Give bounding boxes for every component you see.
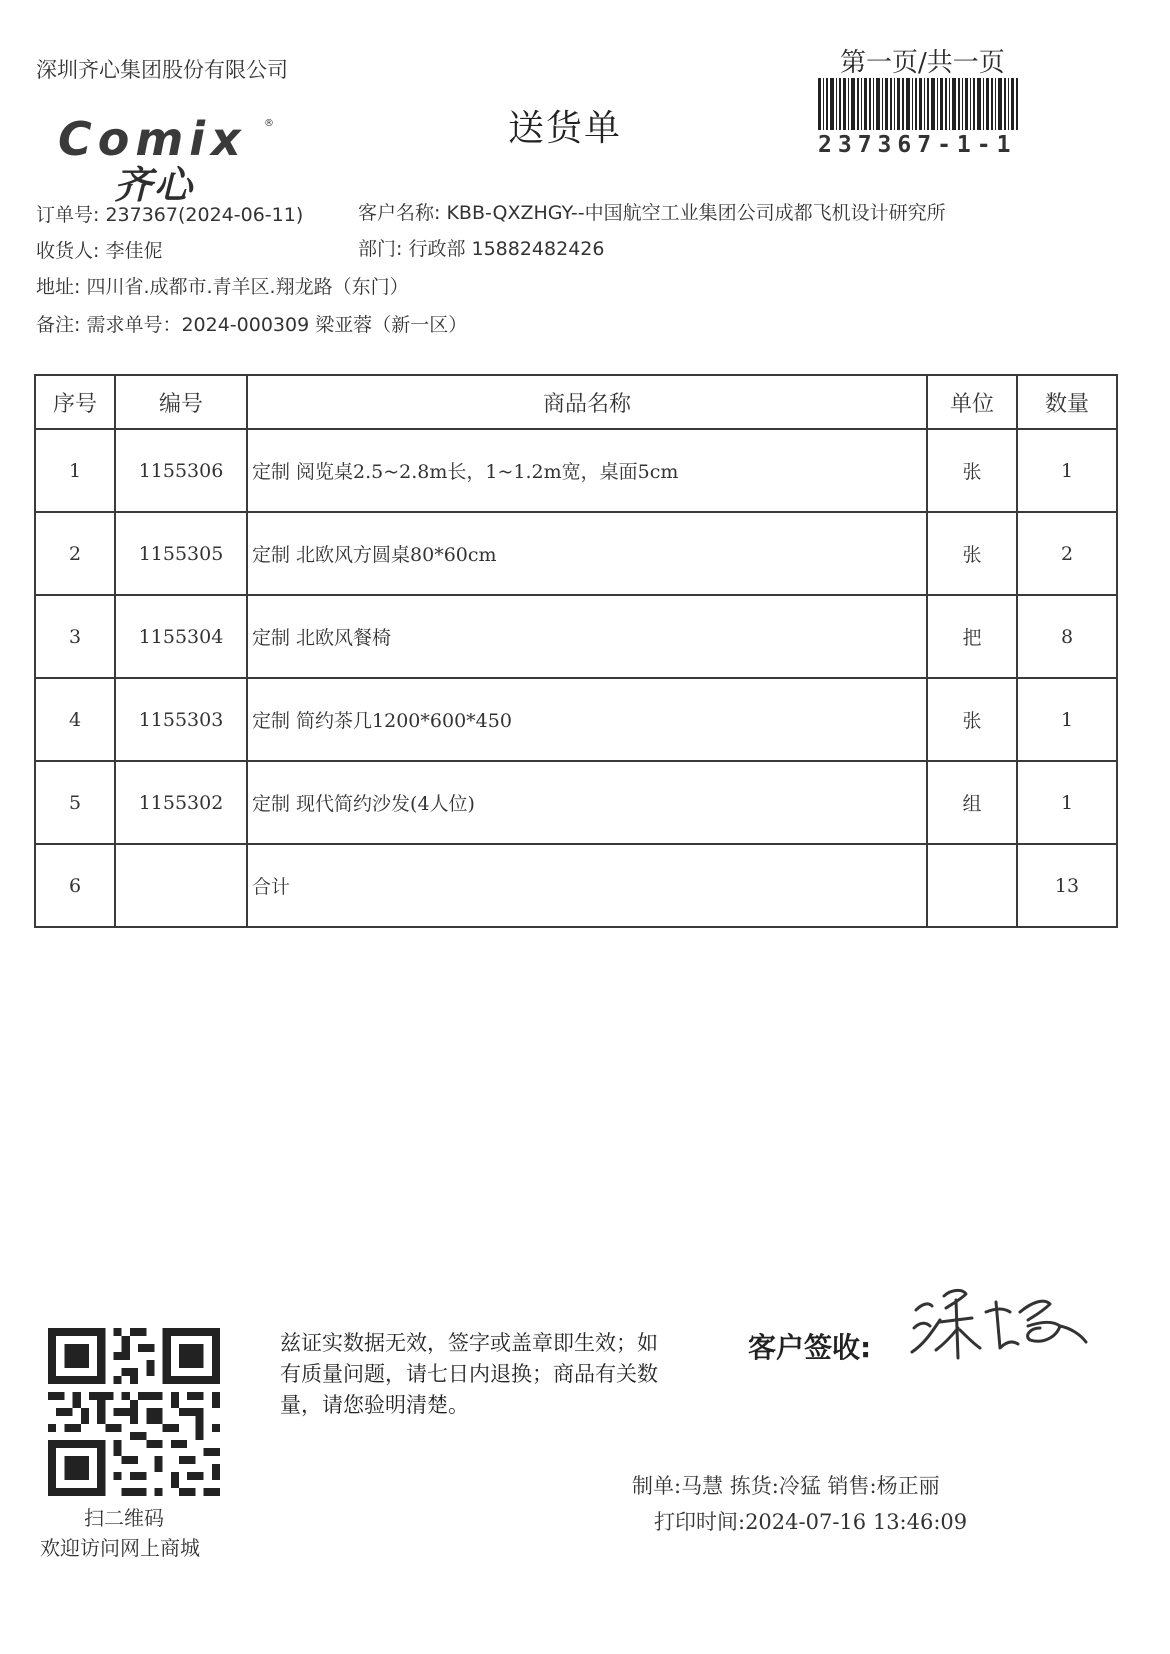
customer-value: KBB-QXZHGY--中国航空工业集团公司成都飞机设计研究所 <box>446 202 946 224</box>
cell-seq: 1 <box>35 429 115 512</box>
customer-label: 客户名称: <box>358 202 441 224</box>
dept-value: 行政部 15882482426 <box>408 238 605 260</box>
cell-product-name: 定制 简约茶几1200*600*450 <box>247 678 927 761</box>
cell-unit: 把 <box>927 595 1017 678</box>
cell-code: 1155305 <box>115 512 247 595</box>
cell-quantity: 8 <box>1017 595 1117 678</box>
barcode-icon <box>818 78 1018 130</box>
receiver-value: 李佳伲 <box>105 240 163 262</box>
receiver <box>36 236 162 263</box>
qr-caption-shop: 欢迎访问网上商城 <box>40 1536 200 1560</box>
cell-quantity: 1 <box>1017 429 1117 512</box>
remark <box>36 310 467 337</box>
cell-product-name: 定制 北欧风餐椅 <box>247 595 927 678</box>
department <box>358 234 604 261</box>
address <box>36 272 409 299</box>
cell-seq: 6 <box>35 844 115 927</box>
cell-product-name: 定制 北欧风方圆桌80*60cm <box>247 512 927 595</box>
cell-unit: 张 <box>927 429 1017 512</box>
cell-unit: 张 <box>927 512 1017 595</box>
cell-code <box>115 844 247 927</box>
cell-seq: 5 <box>35 761 115 844</box>
logo-text-cn: 齐心 <box>114 163 195 207</box>
cell-total-quantity: 13 <box>1017 844 1117 927</box>
logo-text-en: Comix <box>58 112 247 166</box>
dept-label: 部门: <box>358 238 403 260</box>
cell-seq: 3 <box>35 595 115 678</box>
address-value: 四川省.成都市.青羊区.翔龙路（东门） <box>86 276 409 298</box>
customer-sign-label: 客户签收: <box>748 1331 872 1364</box>
registered-mark: ® <box>264 118 274 129</box>
table-row <box>35 678 1117 761</box>
table-row <box>35 761 1117 844</box>
table-total-row <box>35 844 1117 927</box>
cell-total-label: 合计 <box>247 844 927 927</box>
header-quantity: 数量 <box>1017 375 1117 429</box>
qr-caption: 扫二维码 <box>84 1506 164 1530</box>
notice-text: 兹证实数据无效，签字或盖章即生效；如有质量问题，请七日内退换；商品有关数量，请您验明清楚。 <box>280 1331 658 1417</box>
remark-label: 备注: <box>36 314 81 336</box>
print-time: 打印时间:2024-07-16 13:46:09 <box>654 1510 968 1534</box>
cell-quantity: 1 <box>1017 761 1117 844</box>
receiver-label: 收货人: <box>36 240 100 262</box>
cell-product-name: 定制 阅览桌2.5~2.8m长，1~1.2m宽，桌面5cm <box>247 429 927 512</box>
cell-quantity: 1 <box>1017 678 1117 761</box>
cell-seq: 2 <box>35 512 115 595</box>
table-header-row <box>35 375 1117 429</box>
remark-value: 需求单号：2024-000309 梁亚蓉（新一区） <box>86 314 468 336</box>
signature-icon <box>910 1282 1090 1362</box>
cell-code: 1155302 <box>115 761 247 844</box>
cell-seq: 4 <box>35 678 115 761</box>
order-label: 订单号: <box>36 204 100 226</box>
customer-name <box>358 198 946 225</box>
order-number <box>36 200 303 227</box>
staff-info: 制单:马慧 拣货:冷猛 销售:杨正丽 <box>632 1474 940 1498</box>
cell-code: 1155304 <box>115 595 247 678</box>
page-info: 第一页/共一页 <box>840 48 1005 78</box>
cell-code: 1155306 <box>115 429 247 512</box>
header-code: 编号 <box>115 375 247 429</box>
table-row <box>35 512 1117 595</box>
barcode-number: 237367-1-1 <box>818 132 1017 158</box>
qr-code-icon <box>48 1328 220 1496</box>
table-row <box>35 595 1117 678</box>
items-table <box>34 374 1118 928</box>
cell-unit: 组 <box>927 761 1017 844</box>
header-unit: 单位 <box>927 375 1017 429</box>
cell-unit <box>927 844 1017 927</box>
table-row <box>35 429 1117 512</box>
address-label: 地址: <box>36 276 81 298</box>
comix-logo <box>58 112 288 207</box>
cell-product-name: 定制 现代简约沙发(4人位) <box>247 761 927 844</box>
header-seq: 序号 <box>35 375 115 429</box>
cell-unit: 张 <box>927 678 1017 761</box>
order-value: 237367(2024-06-11) <box>105 204 304 226</box>
cell-code: 1155303 <box>115 678 247 761</box>
company-name: 深圳齐心集团股份有限公司 <box>36 58 288 82</box>
cell-quantity: 2 <box>1017 512 1117 595</box>
header-product-name: 商品名称 <box>247 375 927 429</box>
document-title: 送货单 <box>508 108 623 149</box>
